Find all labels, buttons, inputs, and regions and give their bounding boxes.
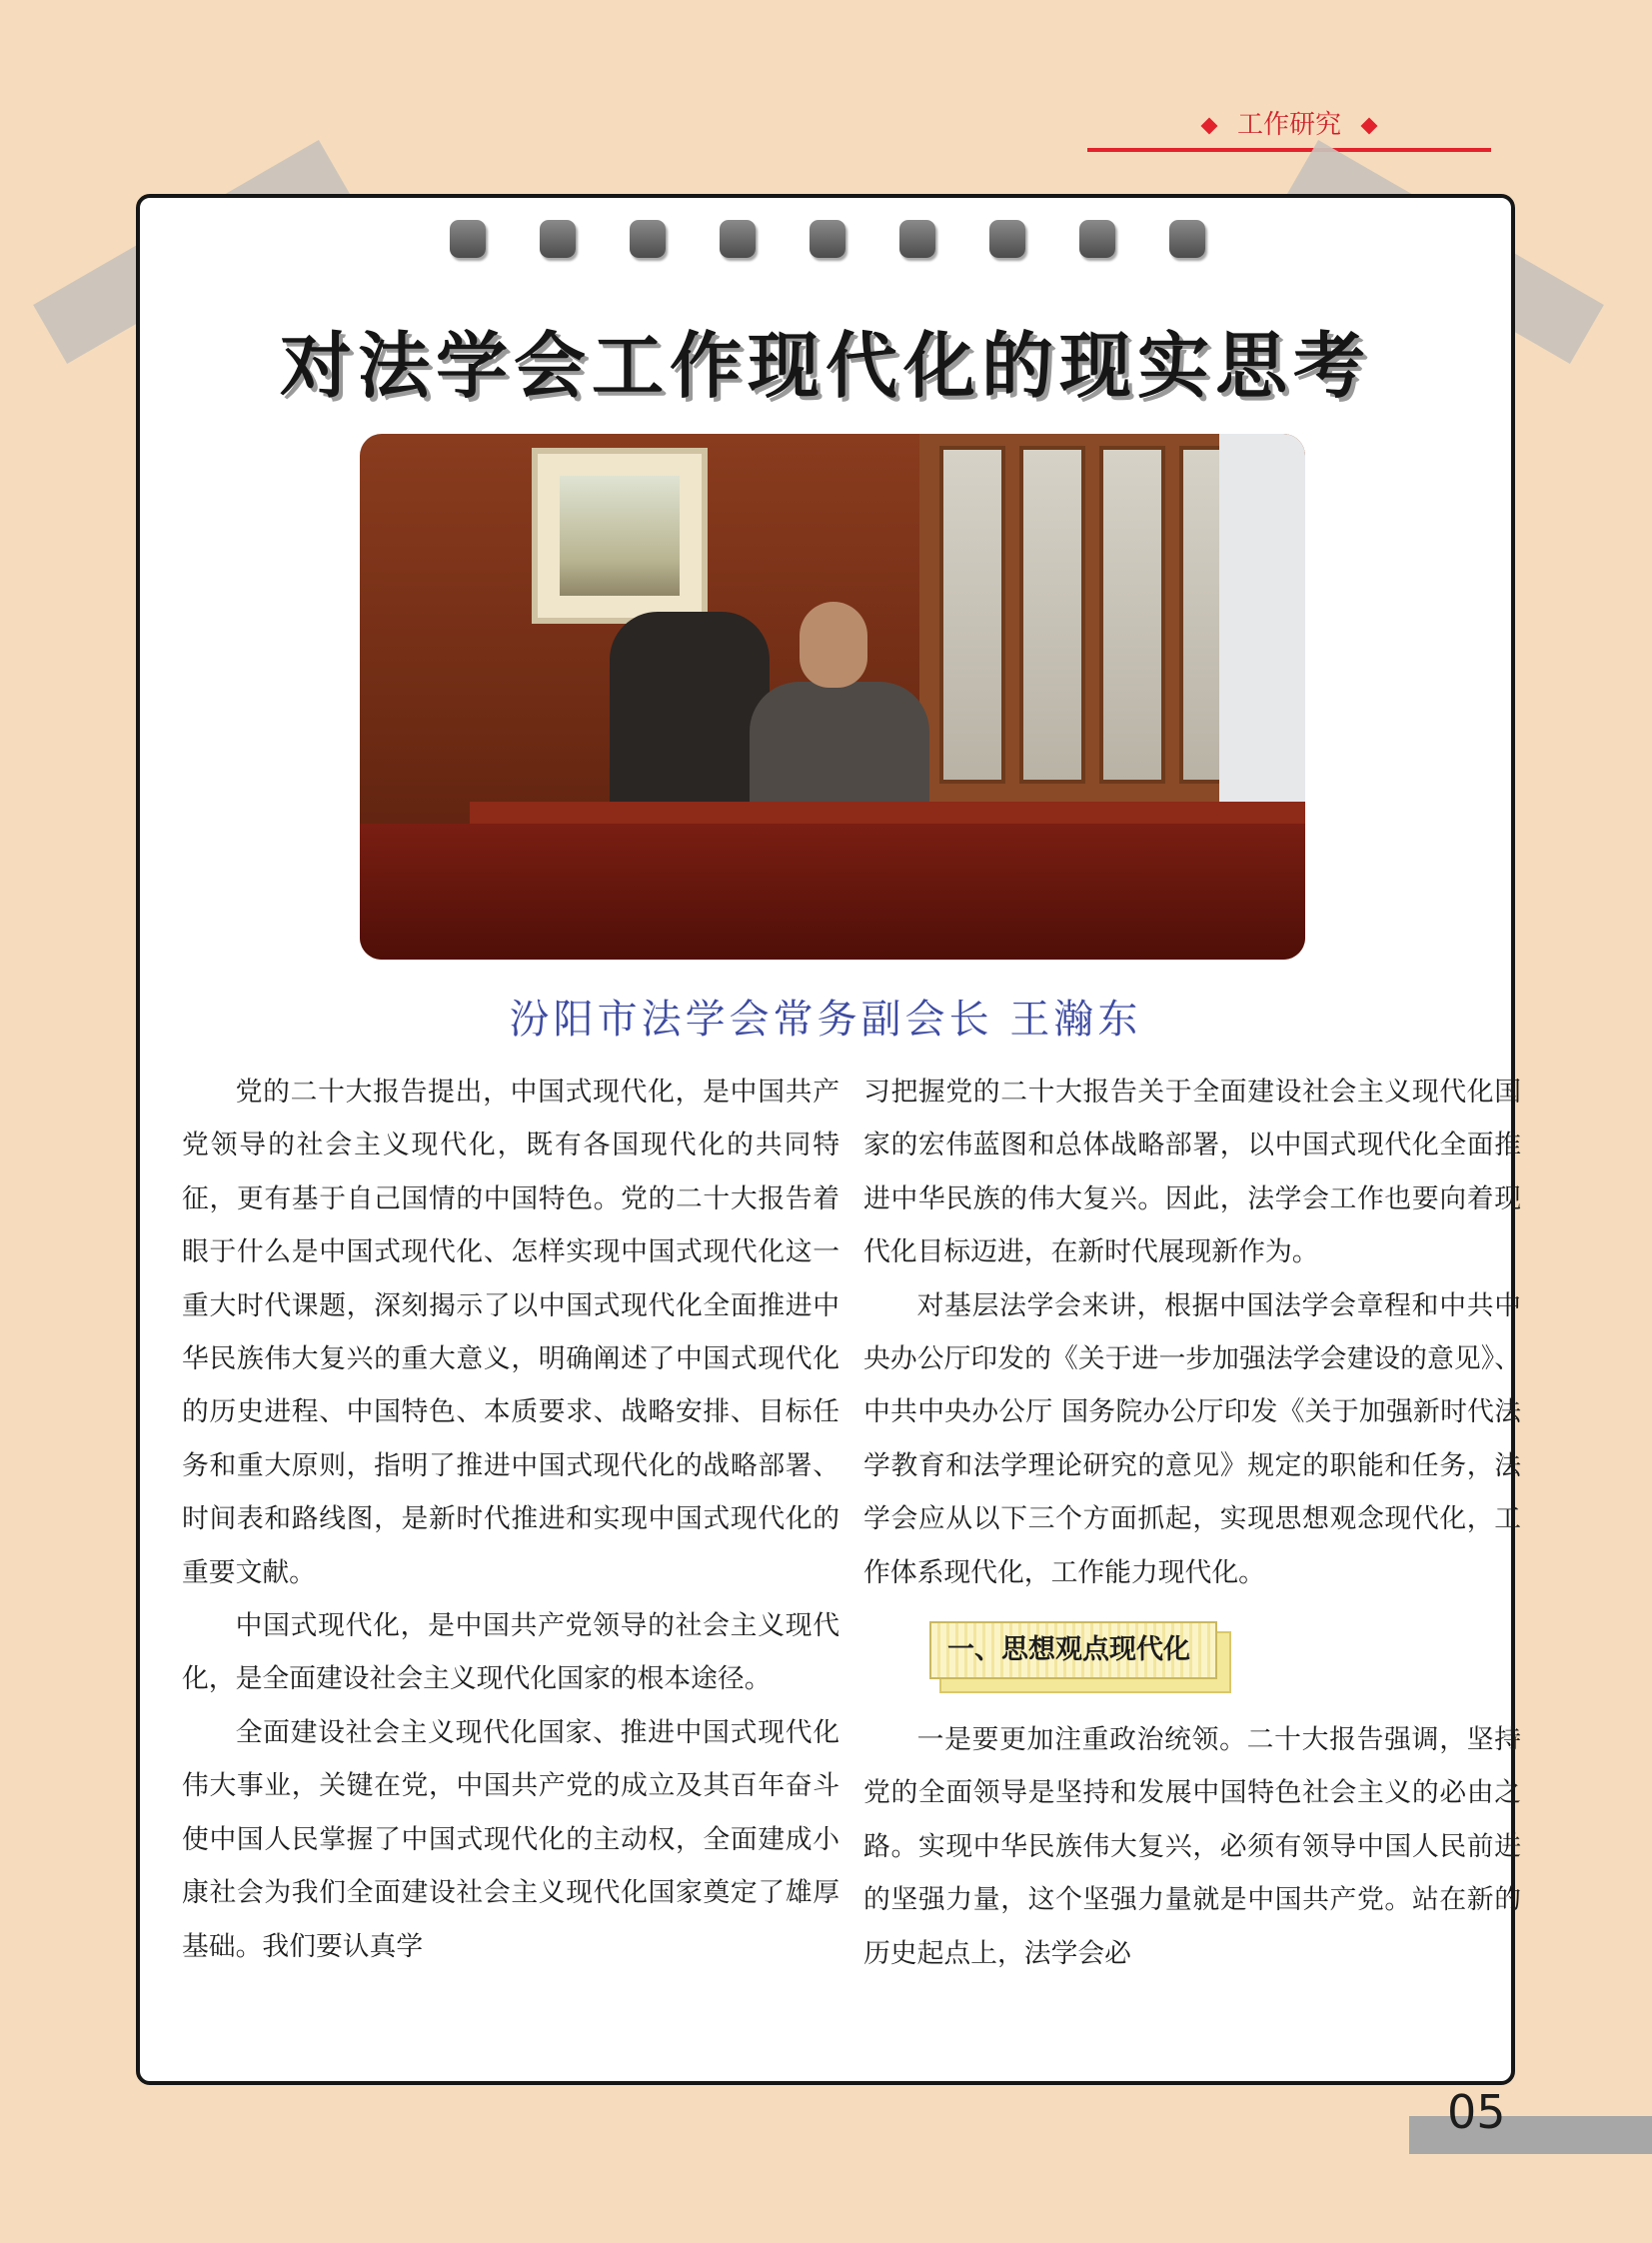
- binder-hole: [1169, 220, 1205, 258]
- diamond-icon: [1200, 117, 1217, 134]
- binder-hole: [540, 220, 576, 258]
- right-column: [863, 1066, 1521, 1980]
- paragraph: 全面建设社会主义现代化国家、推进中国式现代化伟大事业，关键在党，中国共产党的成立及其百年奋斗使中国人民掌握了中国式现代化的主动权，全面建成小康社会为我们全面建设社会主义现代化国家奠定了雄厚基础。我们要认真学: [182, 1716, 839, 1962]
- photo-cabinet-glass: [1099, 446, 1165, 784]
- section-header: [1087, 96, 1491, 152]
- photo-cabinet-glass: [1019, 446, 1085, 784]
- binder-holes: [450, 220, 1205, 258]
- binder-hole: [630, 220, 666, 258]
- article-card: [136, 194, 1521, 2085]
- photo-person-body: [750, 682, 929, 812]
- paragraph: 对基层法学会来讲，根据中国法学会章程和中共中央办公厅印发的《关于进一步加强法学会建设的意见》、中共中央办公厅 国务院办公厅印发《关于加强新时代法学教育和法学理论研究的意见》规定的职能和任务，法学会应从以下三个方面抓起，实现思想观念现代化，工作体系现代化，工作能力现代化。: [863, 1289, 1521, 1588]
- section-header-label-row: [1087, 104, 1491, 141]
- photo-caption: 汾阳市法学会常务副会长 王瀚东: [509, 997, 1142, 1043]
- diamond-icon: [1361, 117, 1378, 134]
- page-number-bar: [1409, 2116, 1652, 2154]
- paragraph: 中国式现代化，是中国共产党领导的社会主义现代化，是全面建设社会主义现代化国家的根本途径。: [182, 1610, 839, 1695]
- paragraph: 党的二十大报告提出，中国式现代化，是中国共产党领导的社会主义现代化，既有各国现代化的共同特征，更有基于自己国情的中国特色。党的二十大报告着眼于什么是中国式现代化、怎样实现中国式现代化这一重大时代课题，深刻揭示了以中国式现代化全面推进中华民族伟大复兴的重大意义，明确阐述了中国式现代化的历史进程、中国特色、本质要求、战略安排、目标任务和重大原则，指明了推进中国式现代化的战略部署、时间表和路线图，是新时代推进和实现中国式现代化的重要文献。: [182, 1077, 839, 1588]
- binder-hole: [989, 220, 1025, 258]
- binder-hole: [450, 220, 486, 258]
- photo-painting: [532, 448, 708, 624]
- binder-hole: [899, 220, 935, 258]
- photo-cabinet-glass: [939, 446, 1005, 784]
- header-rule: [1087, 148, 1491, 152]
- author-photo: [360, 434, 1305, 960]
- binder-hole: [720, 220, 756, 258]
- binder-hole: [1079, 220, 1115, 258]
- photo-chair: [610, 612, 770, 822]
- photo-painting-canvas: [560, 476, 680, 596]
- section-heading-badge: [929, 1621, 1229, 1689]
- section-heading: 一、思想观点现代化: [929, 1621, 1217, 1679]
- photo-person-head: [800, 602, 867, 688]
- photo-desk: [360, 824, 1305, 960]
- binder-hole: [810, 220, 845, 258]
- left-column: [182, 1066, 839, 1973]
- paragraph: 一是要更加注重政治统领。二十大报告强调，坚持党的全面领导是坚持和发展中国特色社会主义的必由之路。实现中华民族伟大复兴，必须有领导中国人民前进的坚强力量，这个坚强力量就是中国共产党。站在新的历史起点上，法学会必: [863, 1724, 1521, 1969]
- paragraph-continuation: 习把握党的二十大报告关于全面建设社会主义现代化国家的宏伟蓝图和总体战略部署，以中国式现代化全面推进中华民族的伟大复兴。因此，法学会工作也要向着现代化目标迈进，在新时代展现新作为。: [863, 1077, 1521, 1268]
- photo-window: [1219, 434, 1305, 814]
- article-title: 对法学会工作现代化的现实思考: [279, 323, 1371, 408]
- section-label: 工作研究: [1236, 110, 1341, 140]
- page-number: 05: [1447, 2085, 1506, 2139]
